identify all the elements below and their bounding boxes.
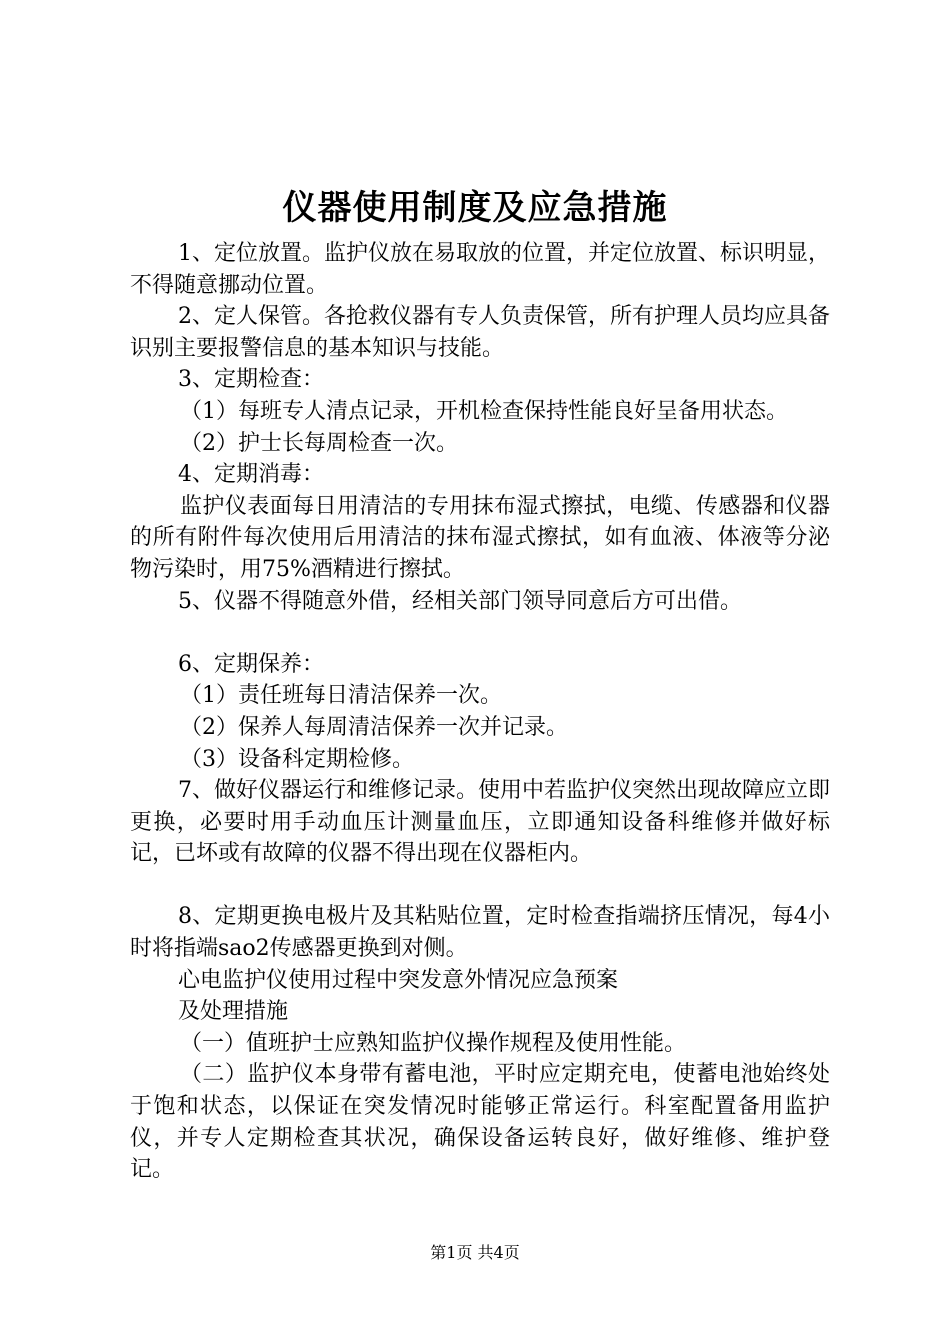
paragraph-positioning: 1、定位放置。监护仪放在易取放的位置，并定位放置、标识明显，不得随意挪动位置。 [130,241,830,298]
paragraph-maintenance-item-1: （1）责任班每日清洁保养一次。 [180,683,502,709]
paragraph-inspection-item-2: （2）护士长每周检查一次。 [180,430,458,456]
page-title: 仪器使用制度及应急措施 [282,188,668,228]
paragraph-inspection-item-1: （1）每班专人清点记录，开机检查保持性能良好呈备用状态。 [180,398,788,424]
blank-line [130,870,830,902]
paragraph-records: 7、做好仪器运行和维修记录。使用中若监护仪突然出现故障应立即更换，必要时用手动血压计测量血压，立即通知设备科维修并做好标记，已坏或有故障的仪器不得出现在仪器柜内。 [130,778,830,867]
section-heading-emergency: 心电监护仪使用过程中突发意外情况应急预案 [178,967,619,993]
paragraph-disinfection-heading: 4、定期消毒： [178,462,324,488]
paragraph-electrodes: 8、定期更换电极片及其粘贴位置，定时检查指端挤压情况，每4小时将指端sao2传感器更换到对侧。 [130,904,830,962]
paragraph-maintenance-heading: 6、定期保养： [178,651,324,677]
paragraph-emergency-item-1: （一）值班护士应熟知监护仪操作规程及使用性能。 [180,1030,687,1056]
paragraph-lending: 5、仪器不得随意外借，经相关部门领导同意后方可出借。 [178,588,742,614]
page-footer: 第1页 共4页 [430,1243,520,1262]
paragraph-maintenance-item-3: （3）设备科定期检修。 [180,746,414,772]
paragraph-maintenance-item-2: （2）保养人每周清洁保养一次并记录。 [180,714,568,740]
section-heading-emergency-cont: 及处理措施 [178,999,289,1025]
paragraph-inspection-heading: 3、定期检查： [178,367,324,393]
document-body [130,238,830,1186]
paragraph-custody: 2、定人保管。各抢救仪器有专人负责保管，所有护理人员均应具备识别主要报警信息的基本知识与技能。 [130,304,830,361]
paragraph-disinfection-body: 监护仪表面每日用清洁的专用抹布湿式擦拭，电缆、传感器和仪器的所有附件每次使用后用清洁的抹布湿式擦拭，如有血液、体液等分泌物污染时，用75%酒精进行擦拭。 [130,493,830,582]
blank-line [130,617,830,649]
paragraph-emergency-item-2: （二）监护仪本身带有蓄电池，平时应定期充电，使蓄电池始终处于饱和状态，以保证在突发情况时能够正常运行。科室配置备用监护仪，并专人定期检查其状况，确保设备运转良好，做好维修、维护登记。 [130,1062,830,1183]
